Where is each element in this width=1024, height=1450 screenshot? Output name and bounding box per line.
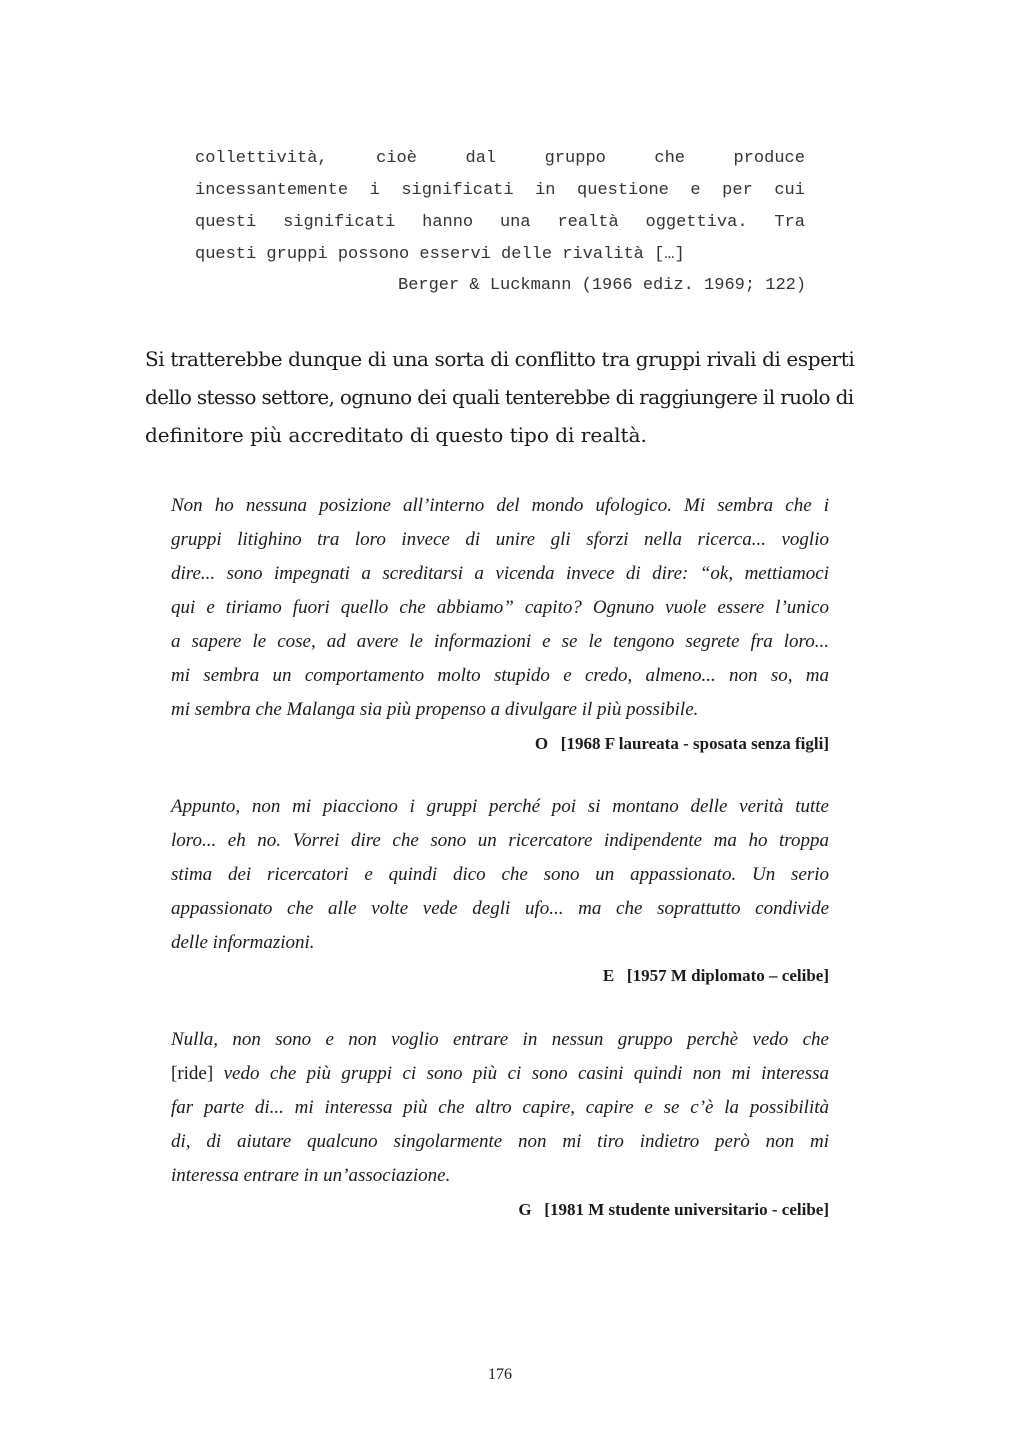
- interview-line: Nulla, non sono e non voglio entrare in nessun gruppo perchè vedo che: [171, 1029, 829, 1050]
- block-quote-word: oggettiva.: [645, 213, 748, 232]
- block-quote-word: i: [369, 181, 380, 200]
- block-quote-line-4: questi gruppi possono esservi delle rivalità […]: [195, 245, 685, 264]
- interview-line: stima dei ricercatori e quindi dico che sono un appassionato. Un serio: [171, 864, 829, 885]
- block-quote-word: in: [535, 181, 556, 200]
- body-text: Si tratterebbe dunque di una sorta di conflitto tra gruppi rivali di esperti: [145, 347, 855, 371]
- interview-attribution-2: E [1957 M diplomato – celibe]: [602, 966, 829, 985]
- interview-attribution-3: G [1981 M studente universitario - celibe]: [518, 1200, 829, 1219]
- block-quote-word: per: [722, 181, 753, 200]
- interview-line: delle informazioni.: [171, 932, 315, 953]
- block-quote-word: cui: [774, 181, 805, 200]
- block-quote-line-3: [195, 207, 805, 239]
- block-quote-word: hanno: [422, 213, 474, 232]
- interview-line: mi sembra che Malanga sia più propenso a divulgare il più possibile.: [171, 699, 699, 720]
- body-paragraph-line-1: [145, 340, 855, 378]
- block-quote-word: Tra: [774, 213, 805, 232]
- interview-line: interessa entrare in un’associazione.: [171, 1165, 451, 1186]
- interview-line: far parte di... mi interessa più che altro capire, capire e se c’è la possibilità: [171, 1097, 829, 1118]
- stage-direction: [ride]: [171, 1063, 214, 1084]
- interview-line: gruppi litighino tra loro invece di unire gli sforzi nella ricerca... voglio: [171, 529, 829, 550]
- interview-quote-1: [171, 489, 829, 727]
- body-text: dello stesso settore, ognuno dei quali tenterebbe di raggiungere il ruolo di: [145, 385, 854, 409]
- block-quote-word: produce: [733, 149, 805, 168]
- interview-quote-3: [171, 1023, 829, 1193]
- block-quote-citation: Berger & Luckmann (1966 ediz. 1969; 122): [398, 276, 807, 295]
- interview-line: dire... sono impegnati a screditarsi a vicenda invece di dire: “ok, mettiamoci: [171, 563, 829, 584]
- block-quote-line-2: [195, 175, 805, 207]
- interview-line: di, di aiutare qualcuno singolarmente non mi tiro indietro però non mi: [171, 1131, 829, 1152]
- block-quote-word: questione: [577, 181, 669, 200]
- block-quote-line-1: [195, 143, 805, 175]
- interview-attribution-1: O [1968 F laureata - sposata senza figli]: [534, 734, 829, 753]
- block-quote-word: significati: [283, 213, 396, 232]
- block-quote-word: una: [499, 213, 531, 232]
- body-paragraph-line-3: definitore più accreditato di questo tipo di realtà.: [145, 423, 647, 447]
- page-number: 176: [488, 1366, 512, 1383]
- block-quote: [195, 143, 805, 271]
- block-quote-word: questi: [195, 213, 257, 232]
- block-quote-word: che: [654, 149, 685, 168]
- interview-line: a sapere le cose, ad avere le informazioni e se le tengono segrete fra loro...: [171, 631, 829, 652]
- body-paragraph-line-2: [145, 378, 855, 416]
- interview-line: appassionato che alle volte vede degli ufo... ma che soprattutto condivide: [171, 898, 829, 919]
- block-quote-word: incessantemente: [195, 181, 349, 200]
- interview-quote-2: [171, 790, 829, 960]
- block-quote-word: collettività,: [195, 149, 328, 168]
- block-quote-word: realtà: [557, 213, 619, 232]
- block-quote-word: significati: [401, 181, 514, 200]
- block-quote-word: gruppo: [544, 149, 606, 168]
- interview-line: [171, 1057, 829, 1091]
- block-quote-word: dal: [465, 149, 497, 168]
- interview-line: Non ho nessuna posizione all’interno del mondo ufologico. Mi sembra che i: [171, 495, 829, 516]
- interview-line: loro... eh no. Vorrei dire che sono un ricercatore indipendente ma ho troppa: [171, 830, 829, 851]
- block-quote-word: cioè: [376, 149, 417, 168]
- block-quote-word: e: [690, 181, 701, 200]
- interview-line: qui e tiriamo fuori quello che abbiamo” capito? Ognuno vuole essere l’unico: [171, 597, 829, 618]
- body-paragraph: [145, 340, 855, 454]
- interview-line: mi sembra un comportamento molto stupido e credo, almeno... non so, ma: [171, 665, 829, 686]
- interview-text: vedo che più gruppi ci sono più ci sono casini quindi non mi interessa: [213, 1063, 829, 1084]
- interview-line: Appunto, non mi piacciono i gruppi perché poi si montano delle verità tutte: [171, 796, 829, 817]
